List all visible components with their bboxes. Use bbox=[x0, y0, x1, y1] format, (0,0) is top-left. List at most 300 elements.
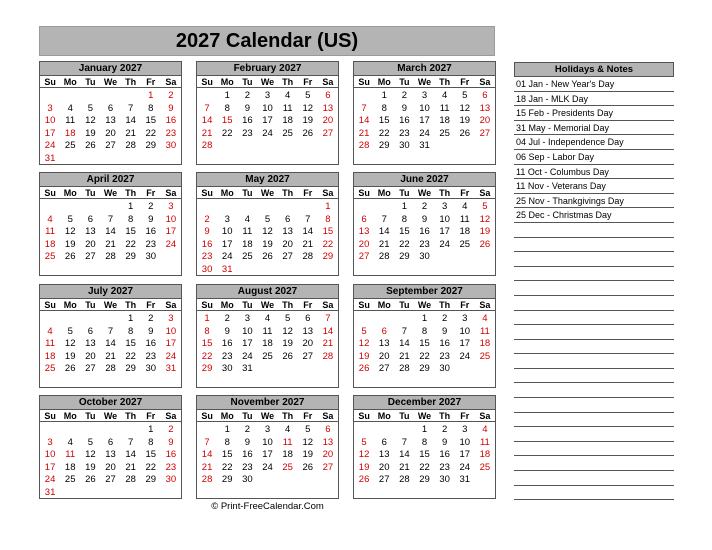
day-cell: 2 bbox=[244, 90, 250, 101]
day-cell: 20 bbox=[105, 461, 116, 473]
empty-cell bbox=[197, 90, 217, 103]
blank-note-line bbox=[514, 311, 674, 326]
day-cell: 16 bbox=[399, 115, 410, 127]
day-cell: 12 bbox=[358, 338, 370, 350]
day-cell: 11 bbox=[65, 449, 76, 461]
notes-list bbox=[514, 77, 674, 500]
blank-note-line bbox=[514, 325, 674, 340]
day-cell: 2 bbox=[401, 90, 407, 101]
day-of-week-label: Mo bbox=[377, 77, 391, 87]
day-cell: 8 bbox=[224, 436, 230, 448]
day-of-week-label: Su bbox=[201, 188, 213, 198]
day-cell: 17 bbox=[165, 338, 177, 350]
month-title: November 2027 bbox=[197, 396, 338, 410]
day-cell: 7 bbox=[361, 102, 367, 114]
day-cell: 31 bbox=[459, 474, 471, 486]
day-of-week-label: Su bbox=[201, 411, 213, 421]
day-cell: 27 bbox=[302, 350, 314, 362]
empty-cell bbox=[80, 424, 100, 437]
blank-note-line bbox=[514, 238, 674, 253]
day-cell: 6 bbox=[381, 325, 387, 337]
day-cell: 22 bbox=[145, 461, 157, 473]
day-cell: 12 bbox=[302, 436, 314, 448]
day-cell: 29 bbox=[125, 251, 136, 263]
day-of-week-label: We bbox=[260, 300, 275, 310]
day-of-week-label: Th bbox=[439, 77, 451, 87]
day-cell: 14 bbox=[201, 115, 213, 127]
page-title: 2027 Calendar (US) bbox=[39, 26, 495, 56]
day-cell: 21 bbox=[399, 461, 410, 473]
day-of-week-label: Su bbox=[201, 300, 213, 310]
day-cell: 2 bbox=[168, 90, 174, 101]
empty-cell bbox=[298, 201, 318, 214]
month-title: June 2027 bbox=[354, 173, 495, 187]
day-cell: 4 bbox=[462, 201, 468, 212]
holiday-note: 25 Dec - Christmas Day bbox=[514, 208, 674, 223]
day-cell: 17 bbox=[262, 449, 273, 461]
day-of-week-label: Su bbox=[358, 300, 370, 310]
day-of-week-label: Su bbox=[201, 77, 213, 87]
empty-cell bbox=[354, 313, 374, 326]
day-of-week-label: We bbox=[260, 77, 275, 87]
day-cell: 4 bbox=[67, 102, 73, 114]
day-cell: 30 bbox=[221, 363, 233, 375]
day-cell: 9 bbox=[168, 436, 174, 448]
day-cell: 11 bbox=[282, 102, 293, 114]
day-cell: 2 bbox=[224, 313, 230, 324]
day-of-week-label: Tu bbox=[399, 411, 410, 421]
day-cell: 31 bbox=[44, 152, 56, 164]
day-of-week-label: Su bbox=[358, 411, 370, 421]
month-2 bbox=[196, 61, 339, 165]
day-cell: 9 bbox=[421, 213, 428, 225]
day-of-week-label: Sa bbox=[165, 188, 177, 198]
day-cell: 12 bbox=[64, 338, 76, 350]
day-cell: 24 bbox=[262, 461, 273, 473]
day-cell: 9 bbox=[148, 213, 154, 225]
day-cell: 20 bbox=[105, 127, 116, 139]
day-cell: 28 bbox=[399, 474, 410, 486]
day-of-week-row bbox=[354, 410, 495, 422]
day-cell: 6 bbox=[325, 424, 331, 435]
day-of-week-label: Tu bbox=[85, 77, 96, 87]
day-cell: 22 bbox=[322, 238, 334, 250]
blank-note-line bbox=[514, 442, 674, 457]
blank-note-line bbox=[514, 427, 674, 442]
day-of-week-label: Th bbox=[125, 188, 137, 198]
day-cell: 30 bbox=[165, 474, 177, 486]
day-cell: 29 bbox=[145, 474, 157, 486]
day-of-week-label: Th bbox=[125, 300, 137, 310]
day-cell: 17 bbox=[262, 115, 273, 127]
day-cell: 15 bbox=[322, 226, 334, 238]
month-title: October 2027 bbox=[40, 396, 181, 410]
day-cell: 25 bbox=[479, 461, 491, 473]
day-cell: 10 bbox=[459, 325, 471, 337]
day-cell: 7 bbox=[204, 436, 210, 448]
day-cell: 2 bbox=[204, 213, 210, 225]
day-cell: 6 bbox=[325, 90, 331, 101]
day-of-week-label: Sa bbox=[165, 411, 177, 421]
day-cell: 9 bbox=[168, 102, 174, 114]
day-cell: 22 bbox=[221, 461, 233, 473]
day-cell: 18 bbox=[64, 461, 76, 473]
day-cell: 24 bbox=[221, 251, 233, 263]
day-cell: 4 bbox=[47, 213, 53, 225]
day-cell: 5 bbox=[284, 313, 291, 324]
day-cell: 28 bbox=[399, 363, 410, 375]
day-cell: 27 bbox=[479, 127, 491, 139]
day-cell: 18 bbox=[459, 226, 471, 238]
day-cell: 4 bbox=[284, 90, 291, 101]
day-cell: 17 bbox=[439, 226, 450, 238]
empty-cell bbox=[100, 424, 120, 437]
empty-cell bbox=[354, 201, 374, 214]
day-cell: 23 bbox=[221, 350, 233, 362]
day-cell: 1 bbox=[224, 424, 230, 435]
day-cell: 15 bbox=[145, 449, 157, 461]
day-cell: 26 bbox=[459, 127, 471, 139]
day-of-week-label: Sa bbox=[479, 300, 491, 310]
day-of-week-label: Sa bbox=[322, 188, 334, 198]
day-cell: 30 bbox=[242, 474, 253, 486]
day-cell: 9 bbox=[401, 102, 407, 114]
day-cell: 15 bbox=[399, 226, 410, 238]
day-of-week-label: Fr bbox=[146, 300, 156, 310]
day-cell: 21 bbox=[201, 461, 213, 473]
day-cell: 13 bbox=[358, 226, 370, 238]
day-grid bbox=[40, 311, 181, 376]
day-cell: 16 bbox=[242, 115, 253, 127]
day-cell: 15 bbox=[221, 449, 233, 461]
day-cell: 20 bbox=[322, 115, 334, 127]
day-cell: 16 bbox=[419, 226, 430, 238]
blank-note-line bbox=[514, 369, 674, 384]
day-cell: 1 bbox=[325, 201, 331, 212]
day-cell: 2 bbox=[441, 313, 448, 324]
day-cell: 20 bbox=[378, 461, 390, 473]
day-cell: 17 bbox=[459, 338, 471, 350]
day-of-week-row bbox=[40, 187, 181, 199]
day-cell: 5 bbox=[305, 90, 311, 101]
day-cell: 28 bbox=[105, 363, 116, 375]
day-grid bbox=[197, 88, 338, 153]
day-of-week-label: Mo bbox=[220, 77, 234, 87]
day-cell: 1 bbox=[127, 313, 134, 324]
day-cell: 27 bbox=[322, 461, 334, 473]
holiday-note: 01 Jan - New Year's Day bbox=[514, 77, 674, 92]
day-cell: 3 bbox=[462, 313, 468, 324]
day-cell: 29 bbox=[221, 474, 233, 486]
day-cell: 23 bbox=[439, 350, 450, 362]
day-cell: 7 bbox=[401, 436, 407, 448]
day-cell: 14 bbox=[358, 115, 370, 127]
day-cell: 19 bbox=[358, 350, 370, 362]
day-of-week-label: Th bbox=[125, 411, 137, 421]
day-cell: 30 bbox=[399, 140, 410, 152]
day-cell: 14 bbox=[322, 325, 334, 337]
empty-cell bbox=[394, 424, 414, 437]
day-cell: 4 bbox=[47, 325, 53, 337]
day-grid bbox=[197, 311, 338, 376]
day-cell: 13 bbox=[322, 436, 334, 448]
day-cell: 29 bbox=[322, 251, 334, 263]
day-cell: 27 bbox=[378, 363, 390, 375]
day-cell: 6 bbox=[381, 436, 387, 448]
day-cell: 6 bbox=[107, 436, 114, 448]
day-of-week-label: Mo bbox=[377, 300, 391, 310]
holiday-note: 15 Feb - Presidents Day bbox=[514, 106, 674, 121]
day-of-week-label: Tu bbox=[399, 300, 410, 310]
day-cell: 12 bbox=[262, 226, 273, 238]
day-cell: 27 bbox=[378, 474, 390, 486]
day-of-week-label: Tu bbox=[242, 77, 253, 87]
day-cell: 21 bbox=[378, 238, 390, 250]
day-cell: 28 bbox=[105, 251, 116, 263]
day-cell: 25 bbox=[44, 363, 56, 375]
day-cell: 10 bbox=[165, 213, 177, 225]
day-cell: 3 bbox=[421, 90, 428, 101]
day-cell: 15 bbox=[419, 449, 430, 461]
day-of-week-label: Fr bbox=[146, 411, 156, 421]
day-of-week-row bbox=[197, 410, 338, 422]
day-cell: 5 bbox=[67, 213, 73, 225]
day-of-week-label: Th bbox=[282, 188, 294, 198]
day-cell: 11 bbox=[45, 226, 55, 238]
day-cell: 8 bbox=[401, 213, 407, 225]
day-cell: 31 bbox=[419, 140, 430, 152]
day-cell: 16 bbox=[221, 338, 233, 350]
day-cell: 17 bbox=[242, 338, 253, 350]
day-cell: 3 bbox=[224, 213, 230, 225]
empty-cell bbox=[80, 313, 100, 326]
day-cell: 12 bbox=[282, 325, 293, 337]
day-cell: 6 bbox=[87, 213, 93, 225]
day-cell: 10 bbox=[262, 436, 273, 448]
day-cell: 17 bbox=[44, 461, 56, 473]
day-of-week-label: We bbox=[260, 188, 275, 198]
empty-cell bbox=[100, 313, 120, 326]
day-cell: 20 bbox=[358, 238, 370, 250]
day-cell: 1 bbox=[421, 424, 428, 435]
day-cell: 10 bbox=[459, 436, 471, 448]
day-cell: 18 bbox=[479, 338, 491, 350]
day-cell: 22 bbox=[201, 350, 213, 362]
day-cell: 10 bbox=[44, 115, 56, 127]
day-of-week-label: We bbox=[103, 188, 118, 198]
day-cell: 24 bbox=[262, 127, 273, 139]
day-cell: 8 bbox=[421, 436, 428, 448]
day-cell: 8 bbox=[224, 102, 230, 114]
day-of-week-label: Th bbox=[282, 77, 294, 87]
empty-cell bbox=[197, 201, 217, 214]
day-grid bbox=[40, 199, 181, 264]
day-cell: 4 bbox=[67, 436, 73, 448]
empty-cell bbox=[374, 424, 394, 437]
day-of-week-label: We bbox=[103, 411, 118, 421]
day-cell: 16 bbox=[165, 449, 177, 461]
day-cell: 13 bbox=[322, 102, 334, 114]
day-cell: 24 bbox=[165, 238, 177, 250]
day-grid bbox=[40, 422, 181, 500]
day-cell: 25 bbox=[282, 127, 293, 139]
day-cell: 30 bbox=[145, 251, 157, 263]
day-cell: 15 bbox=[419, 338, 430, 350]
day-of-week-label: Tu bbox=[85, 188, 96, 198]
day-cell: 27 bbox=[85, 251, 96, 263]
day-of-week-label: Fr bbox=[460, 188, 470, 198]
empty-cell bbox=[100, 201, 120, 214]
day-of-week-label: Tu bbox=[242, 188, 253, 198]
day-cell: 23 bbox=[201, 251, 213, 263]
day-cell: 22 bbox=[125, 350, 136, 362]
day-of-week-label: Mo bbox=[377, 188, 391, 198]
day-cell: 11 bbox=[479, 325, 490, 337]
day-cell: 23 bbox=[145, 350, 157, 362]
day-cell: 11 bbox=[459, 213, 470, 225]
day-cell: 8 bbox=[148, 436, 154, 448]
day-cell: 9 bbox=[441, 325, 448, 337]
day-of-week-row bbox=[354, 187, 495, 199]
day-of-week-label: Su bbox=[358, 77, 370, 87]
day-cell: 4 bbox=[264, 313, 271, 324]
day-cell: 16 bbox=[165, 115, 177, 127]
day-of-week-label: Su bbox=[44, 77, 56, 87]
month-title: March 2027 bbox=[354, 62, 495, 76]
empty-cell bbox=[60, 313, 80, 326]
blank-note-line bbox=[514, 413, 674, 428]
day-cell: 21 bbox=[105, 350, 116, 362]
day-cell: 5 bbox=[305, 424, 311, 435]
day-cell: 13 bbox=[85, 226, 96, 238]
day-grid bbox=[354, 199, 495, 264]
day-cell: 23 bbox=[399, 127, 410, 139]
day-of-week-label: Sa bbox=[322, 77, 334, 87]
month-11 bbox=[196, 395, 339, 499]
day-cell: 2 bbox=[148, 313, 154, 324]
day-cell: 5 bbox=[462, 90, 468, 101]
day-cell: 4 bbox=[482, 313, 488, 324]
empty-cell bbox=[100, 90, 120, 103]
day-cell: 11 bbox=[282, 436, 293, 448]
day-of-week-label: Th bbox=[439, 300, 451, 310]
day-cell: 6 bbox=[305, 313, 311, 324]
empty-cell bbox=[80, 90, 100, 103]
empty-cell bbox=[278, 201, 298, 214]
day-cell: 30 bbox=[145, 363, 157, 375]
day-cell: 27 bbox=[105, 140, 116, 152]
day-cell: 25 bbox=[459, 238, 471, 250]
day-cell: 9 bbox=[204, 226, 210, 238]
day-cell: 13 bbox=[302, 325, 314, 337]
day-cell: 29 bbox=[125, 363, 136, 375]
empty-cell bbox=[121, 424, 141, 437]
day-cell: 4 bbox=[244, 213, 250, 225]
blank-note-line bbox=[514, 340, 674, 355]
day-cell: 9 bbox=[224, 325, 230, 337]
blank-note-line bbox=[514, 223, 674, 238]
day-cell: 26 bbox=[64, 251, 76, 263]
day-cell: 19 bbox=[302, 449, 314, 461]
day-cell: 26 bbox=[85, 140, 96, 152]
day-cell: 18 bbox=[44, 238, 56, 250]
footer-credit: © Print-FreeCalendar.Com bbox=[211, 501, 324, 512]
day-cell: 8 bbox=[325, 213, 331, 225]
day-cell: 13 bbox=[378, 338, 390, 350]
day-grid bbox=[197, 199, 338, 277]
day-cell: 18 bbox=[282, 449, 293, 461]
day-cell: 6 bbox=[107, 102, 114, 114]
holiday-note: 06 Sep - Labor Day bbox=[514, 150, 674, 165]
day-cell: 4 bbox=[482, 424, 488, 435]
day-cell: 20 bbox=[85, 238, 96, 250]
day-cell: 27 bbox=[322, 127, 334, 139]
day-cell: 1 bbox=[148, 424, 154, 435]
day-of-week-label: Sa bbox=[165, 77, 177, 87]
day-cell: 4 bbox=[441, 90, 448, 101]
day-cell: 26 bbox=[358, 474, 370, 486]
month-title: April 2027 bbox=[40, 173, 181, 187]
day-cell: 27 bbox=[105, 474, 116, 486]
day-cell: 20 bbox=[282, 238, 293, 250]
day-cell: 19 bbox=[479, 226, 491, 238]
day-of-week-label: Mo bbox=[220, 188, 234, 198]
day-cell: 22 bbox=[378, 127, 390, 139]
day-cell: 5 bbox=[87, 436, 93, 448]
day-cell: 26 bbox=[262, 251, 273, 263]
day-cell: 10 bbox=[242, 325, 253, 337]
month-title: August 2027 bbox=[197, 285, 338, 299]
day-cell: 7 bbox=[107, 325, 114, 337]
day-cell: 14 bbox=[125, 449, 136, 461]
day-cell: 24 bbox=[44, 140, 56, 152]
day-cell: 19 bbox=[459, 115, 471, 127]
day-cell: 25 bbox=[439, 127, 450, 139]
day-cell: 18 bbox=[44, 350, 56, 362]
day-of-week-label: We bbox=[260, 411, 275, 421]
day-of-week-label: We bbox=[417, 300, 432, 310]
day-cell: 9 bbox=[244, 102, 250, 114]
day-cell: 3 bbox=[264, 90, 271, 101]
day-cell: 21 bbox=[125, 127, 136, 139]
day-of-week-label: Th bbox=[282, 411, 294, 421]
day-of-week-label: Tu bbox=[242, 411, 253, 421]
day-cell: 18 bbox=[64, 127, 76, 139]
day-cell: 12 bbox=[85, 449, 96, 461]
day-of-week-label: Th bbox=[439, 411, 451, 421]
day-cell: 31 bbox=[221, 263, 233, 275]
day-cell: 14 bbox=[125, 115, 136, 127]
day-of-week-label: Tu bbox=[399, 77, 410, 87]
day-of-week-label: Th bbox=[439, 188, 451, 198]
day-cell: 12 bbox=[64, 226, 76, 238]
day-cell: 25 bbox=[262, 350, 273, 362]
day-cell: 29 bbox=[419, 363, 430, 375]
day-of-week-label: Fr bbox=[303, 77, 313, 87]
day-cell: 5 bbox=[482, 201, 488, 212]
day-cell: 14 bbox=[399, 449, 410, 461]
month-title: July 2027 bbox=[40, 285, 181, 299]
day-cell: 23 bbox=[242, 127, 253, 139]
day-cell: 31 bbox=[165, 363, 177, 375]
month-7 bbox=[39, 284, 182, 388]
day-cell: 19 bbox=[85, 461, 96, 473]
day-of-week-label: We bbox=[103, 300, 118, 310]
day-cell: 16 bbox=[439, 449, 450, 461]
day-cell: 14 bbox=[378, 226, 390, 238]
day-cell: 2 bbox=[244, 424, 250, 435]
day-of-week-label: Tu bbox=[85, 411, 96, 421]
